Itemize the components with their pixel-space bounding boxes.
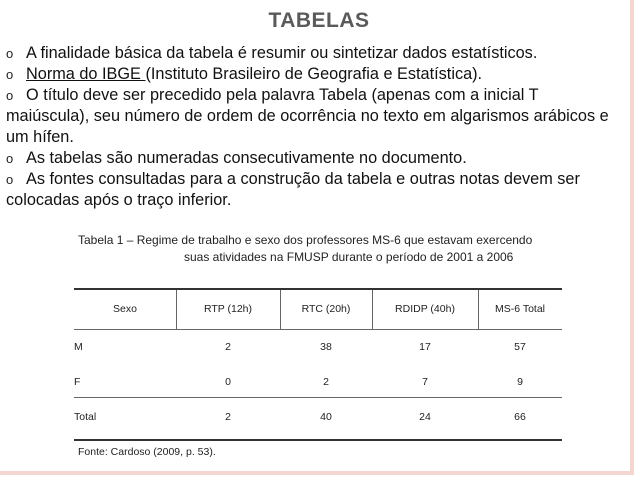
- table-cell: 38: [320, 341, 332, 353]
- bullet-list: [6, 43, 626, 211]
- column-header: MS-6 Total: [495, 303, 545, 315]
- column-header: RTC (20h): [301, 303, 351, 315]
- table-cell: 17: [419, 341, 431, 353]
- bullet-text: O título deve ser precedido pela palavra Tabela (apenas com a inicial T maiúscula), seu número de ordem de ocorrência no texto em algarismos arábicos e um hífen.: [6, 86, 609, 146]
- header-rule: [74, 329, 562, 330]
- bullet-text: As fontes consultadas para a construção da tabela e outras notas devem ser colocadas após o traço inferior.: [6, 170, 580, 209]
- column-header: RTP (12h): [203, 303, 253, 315]
- bullet-item: [6, 43, 626, 64]
- bullet-text: (Instituto Brasileiro de Geografia e Estatística).: [145, 65, 483, 83]
- bullet-text: As tabelas são numeradas consecutivamente no documento.: [26, 149, 467, 167]
- total-label: Total: [74, 411, 97, 423]
- table-source-note: Fonte: Cardoso (2009, p. 53).: [78, 446, 216, 458]
- table-caption: [78, 232, 598, 266]
- table-cell: 0: [225, 376, 231, 388]
- bullet-marker: o: [6, 88, 14, 103]
- bullet-item: [6, 148, 626, 169]
- row-label: F: [74, 376, 81, 388]
- ibge-norm-link[interactable]: Norma do IBGE: [26, 65, 146, 83]
- total-cell: 2: [225, 411, 231, 423]
- bullet-marker: o: [6, 151, 14, 166]
- bullet-marker: o: [6, 67, 14, 82]
- total-cell: 40: [320, 411, 332, 423]
- table-cell: 7: [422, 376, 428, 388]
- table-cell: 57: [514, 341, 526, 353]
- bullet-marker: o: [6, 46, 14, 61]
- total-cell: 24: [419, 411, 431, 423]
- column-header: RDIDP (40h): [395, 303, 455, 315]
- column-header: Sexo: [113, 303, 137, 315]
- table-caption-line: suas atividades na FMUSP durante o período de 2001 a 2006: [184, 250, 514, 264]
- bullet-item: [6, 169, 626, 211]
- total-rule: [74, 397, 562, 398]
- table-cell: 9: [517, 376, 523, 388]
- bullet-marker: o: [6, 172, 14, 187]
- bullet-text: A finalidade básica da tabela é resumir ou sintetizar dados estatísticos.: [26, 44, 538, 62]
- data-table: [74, 288, 562, 441]
- bullet-item: [6, 85, 626, 148]
- table-caption-line: Tabela 1 – Regime de trabalho e sexo dos professores MS-6 que estavam exercendo: [78, 233, 533, 247]
- total-cell: 66: [514, 411, 526, 423]
- row-label: M: [74, 341, 83, 353]
- slide-title: TABELAS: [268, 9, 370, 32]
- table-cell: 2: [225, 341, 231, 353]
- bullet-item: [6, 64, 626, 85]
- table-cell: 2: [323, 376, 329, 388]
